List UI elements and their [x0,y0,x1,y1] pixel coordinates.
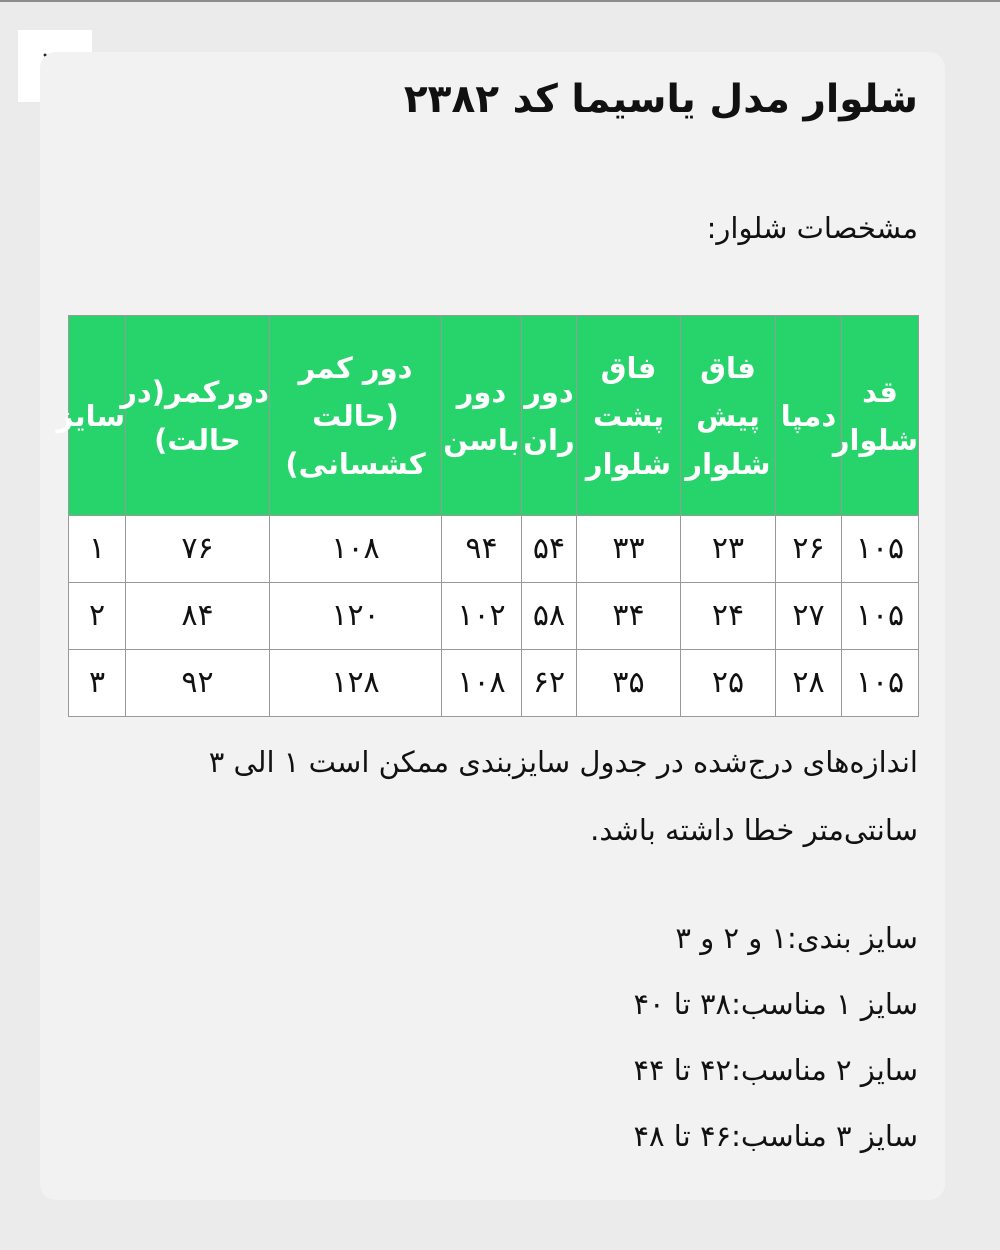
table-cell: ۲۶ [776,516,842,583]
table-row [69,650,919,717]
table-cell: ۱ [69,516,126,583]
table-cell: ۳۵ [577,650,681,717]
table-row [69,583,919,650]
header-hip: دور باسن [442,316,522,516]
table-cell: ۲۴ [681,583,776,650]
table-cell: ۲۸ [776,650,842,717]
table-cell: ۶۲ [522,650,577,717]
table-cell: ۷۶ [126,516,270,583]
table-cell: ۳۴ [577,583,681,650]
table-cell: ۱۰۵ [842,650,919,717]
list-item: سایز ۲ مناسب:۴۲ تا ۴۴ [633,1053,918,1087]
header-waist-stretch: دور کمر (حالت کشسانی) [270,316,442,516]
size-table [56,315,919,717]
table-cell: ۹۲ [126,650,270,717]
table-cell: ۱۲۸ [270,650,442,717]
table-cell: ۵۴ [522,516,577,583]
header-height: قد شلوار [842,316,919,516]
table-cell: ۱۰۸ [442,650,522,717]
table-cell: ۲۵ [681,650,776,717]
table-row [69,516,919,583]
list-item: سایز ۳ مناسب:۴۶ تا ۴۸ [633,1119,918,1153]
table-cell: ۸۴ [126,583,270,650]
table-header-row [69,316,919,516]
table-cell: ۱۰۸ [270,516,442,583]
header-thigh: دور ران [522,316,577,516]
header-hem: دمپا [776,316,842,516]
top-divider [0,0,1000,2]
table-cell: ۵۸ [522,583,577,650]
header-size: سایز [69,316,126,516]
specs-label: مشخصات شلوار: [706,211,918,245]
table-cell: ۳ [69,650,126,717]
table-cell: ۳۳ [577,516,681,583]
header-front-rise: فاق پیش شلوار [681,316,776,516]
list-item: سایز ۱ مناسب:۳۸ تا ۴۰ [633,987,918,1021]
header-waist: دورکمر(در حالت) [126,316,270,516]
header-back-rise: فاق پشت شلوار [577,316,681,516]
table-cell: ۱۰۲ [442,583,522,650]
size-info-list [633,905,918,1169]
table-cell: ۱۰۵ [842,583,919,650]
table-cell: ۹۴ [442,516,522,583]
measurement-note: اندازه‌های درج‌شده در جدول سایزبندی ممکن است ۱ الی ۳ سانتی‌متر خطا داشته باشد. [208,745,918,847]
table-cell: ۲ [69,583,126,650]
page-title: شلوار مدل یاسیما کد ۲۳۸۲ [403,77,918,122]
table-cell: ۲۷ [776,583,842,650]
table-cell: ۱۲۰ [270,583,442,650]
table-cell: ۲۳ [681,516,776,583]
list-item: سایز بندی:۱ و ۲ و ۳ [675,921,918,955]
table-cell: ۱۰۵ [842,516,919,583]
